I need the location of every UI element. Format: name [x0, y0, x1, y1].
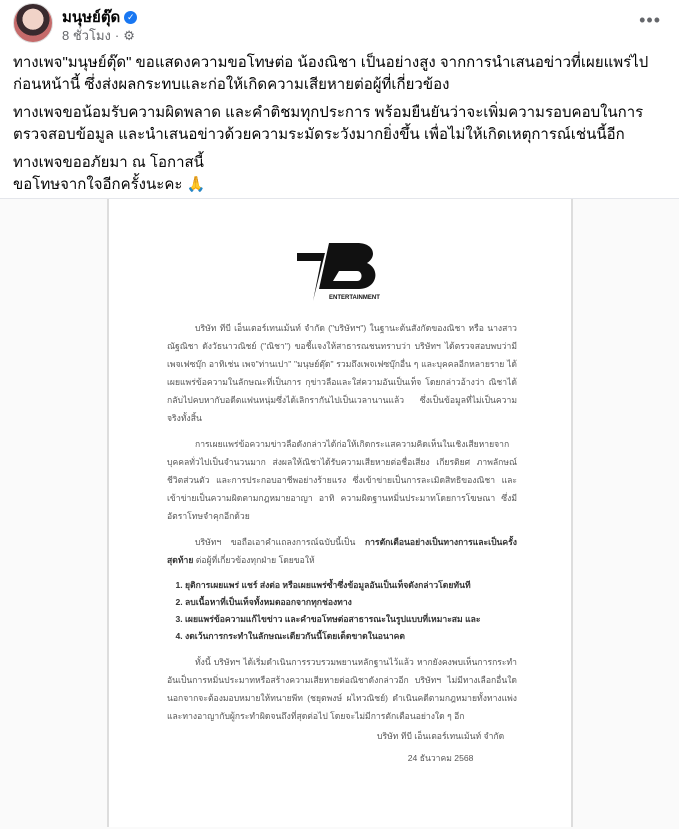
demand-list [185, 577, 517, 645]
signature-block [377, 725, 504, 769]
list-item: 1. ยุติการเผยแพร่ แชร์ ส่งต่อ หรือเผยแพร่ซ้ำซึ่งข้อมูลอันเป็นเท็จดังกล่าวโดยทันที [185, 577, 517, 594]
doc-paragraph: การเผยแพร่ข้อความข่าวลือดังกล่าวได้ก่อให้เกิดกระแสความคิดเห็นในเชิงเสียหายจากบุคคลทั่วไปเป็นจำนวนมาก ส่งผลให้ณิชาได้รับความเสียหายต่อชื่อเสียง เกียรติยศ ภาพลักษณ์ ชีวิตส่วนตัว และการประกอบอาชีพอย่างร้ายแรง ซึ่งเข้าข่ายเป็นการละเมิดสิทธิของณิชา และเข้าข่ายเป็นความผิดตามกฎหมายอาญา อาทิ ความผิดฐานหมิ่นประมาทโดยการโฆษณา ซึ่งมีอัตราโทษจำคุกอีกด้วย [167, 439, 517, 521]
svg-text:ENTERTAINMENT: ENTERTAINMENT [329, 295, 380, 301]
separator: · [114, 28, 120, 43]
statement-document [107, 199, 573, 827]
more-options-button[interactable]: ••• [639, 10, 661, 30]
author-name-label[interactable]: มนุษย์ตุ๊ด [62, 9, 121, 26]
list-item: 2. ลบเนื้อหาที่เป็นเท็จทั้งหมดออกจากทุกช่องทาง [185, 594, 517, 611]
signature-company: บริษัท ทีบี เอ็นเตอร์เทนเม้นท์ จำกัด [377, 731, 505, 741]
doc-bold-text: การตักเตือนอย่างเป็นทางการและเป็นครั้งสุดท้าย [167, 537, 517, 565]
post-paragraph: ทางเพจ"มนุษย์ตุ๊ด" ขอแสดงความขอโทษต่อ น้องณิชา เป็นอย่างสูง จากการนำเสนอข่าวที่เผยแพร่ไปก่อนหน้านี้ ซึ่งส่งผลกระทบและก่อให้เกิดความเสียหายต่อผู้ที่เกี่ยวข้อง [13, 54, 649, 93]
post-meta [62, 25, 135, 46]
doc-paragraph [167, 533, 517, 569]
list-item: 4. งดเว้นการกระทำในลักษณะเดียวกันนี้โดยเด็ดขาดในอนาคต [185, 628, 517, 645]
doc-paragraph: ทั้งนี้ บริษัทฯ ได้เริ่มดำเนินการรวบรวมพยานหลักฐานไว้แล้ว หากยังคงพบเห็นการกระทำอันเป็นการหมิ่นประมาทหรือสร้างความเสียหายต่อณิชาดังกล่าวอีก บริษัทฯ ไม่มีทางเลือกอื่นใดนอกจากจะต้องมอบหมายให้ทนายพีท (ชยุตพงษ์ ผไทวณิชย์) ดำเนินคดีตามกฎหมายทั้งทางแพ่งและทางอาญากับผู้กระทำผิดจนถึงที่สุดต่อไป โดยจะไม่มีการตักเตือนอย่างใด ๆ อีก [167, 657, 517, 721]
post-paragraph: ขอโทษจากใจอีกครั้งนะคะ 🙏 [13, 176, 206, 193]
verified-badge-icon: ✓ [124, 11, 137, 24]
doc-paragraph: บริษัท ทีบี เอ็นเตอร์เทนเม้นท์ จำกัด ("บริษัทฯ") ในฐานะต้นสังกัดของณิชา หรือ นางสาวณัฐณิชา ดังวัธนาวณิชย์ ("ณิชา") ขอชี้แจงให้สาธารณชนทราบว่า บริษัทฯ ได้ตรวจสอบพบว่ามีเพจเฟซบุ๊ก อาทิเช่น เพจ"ท่านเปา" "มนุษย์ตุ๊ด" รวมถึงเพจเฟซบุ๊กอื่น ๆ และบุคคลอีกหลายราย ได้เผยแพร่ข้อความในลักษณะที่เป็นการ กุข่าวลือและใส่ความอันเป็นเท็จ โดยกล่าวอ้างว่า ณิชาได้กลับไปคบหากับอดีตแฟนหนุ่มซึ่งได้เลิกรากันไปเป็นเวลานานแล้ว ซึ่งเป็นข้อมูลที่ไม่เป็นความจริงทั้งสิ้น [167, 323, 517, 423]
tb-entertainment-logo [295, 241, 389, 305]
post-image[interactable] [0, 198, 679, 829]
post-header [0, 0, 679, 50]
document-body [167, 319, 517, 733]
signature-date: 24 ธันวาคม 2568 [407, 753, 474, 763]
avatar[interactable] [13, 3, 53, 43]
post-text [13, 52, 668, 202]
doc-text: ต่อผู้ที่เกี่ยวข้องทุกฝ่าย โดยขอให้ [193, 555, 315, 565]
post-paragraph: ทางเพจขออภัยมา ณ โอกาสนี้ [13, 154, 204, 171]
post-time[interactable]: 8 ชั่วโมง [62, 28, 111, 43]
post-paragraph: ทางเพจขอน้อมรับความผิดพลาด และคำติชมทุกประการ พร้อมยืนยันว่าจะเพิ่มความรอบคอบในการตรวจสอบข้อมูล และนำเสนอข่าวด้วยความระมัดระวังมากยิ่งขึ้น เพื่อไม่ให้เกิดเหตุการณ์เช่นนี้อีก [13, 104, 644, 143]
doc-text: บริษัทฯ ขอถือเอาคำแถลงการณ์ฉบับนี้เป็น [195, 537, 365, 547]
privacy-gear-icon: ⚙ [123, 27, 135, 43]
list-item: 3. เผยแพร่ข้อความแก้ไขข่าว และคำขอโทษต่อสาธารณะในรูปแบบที่เหมาะสม และ [185, 611, 517, 628]
